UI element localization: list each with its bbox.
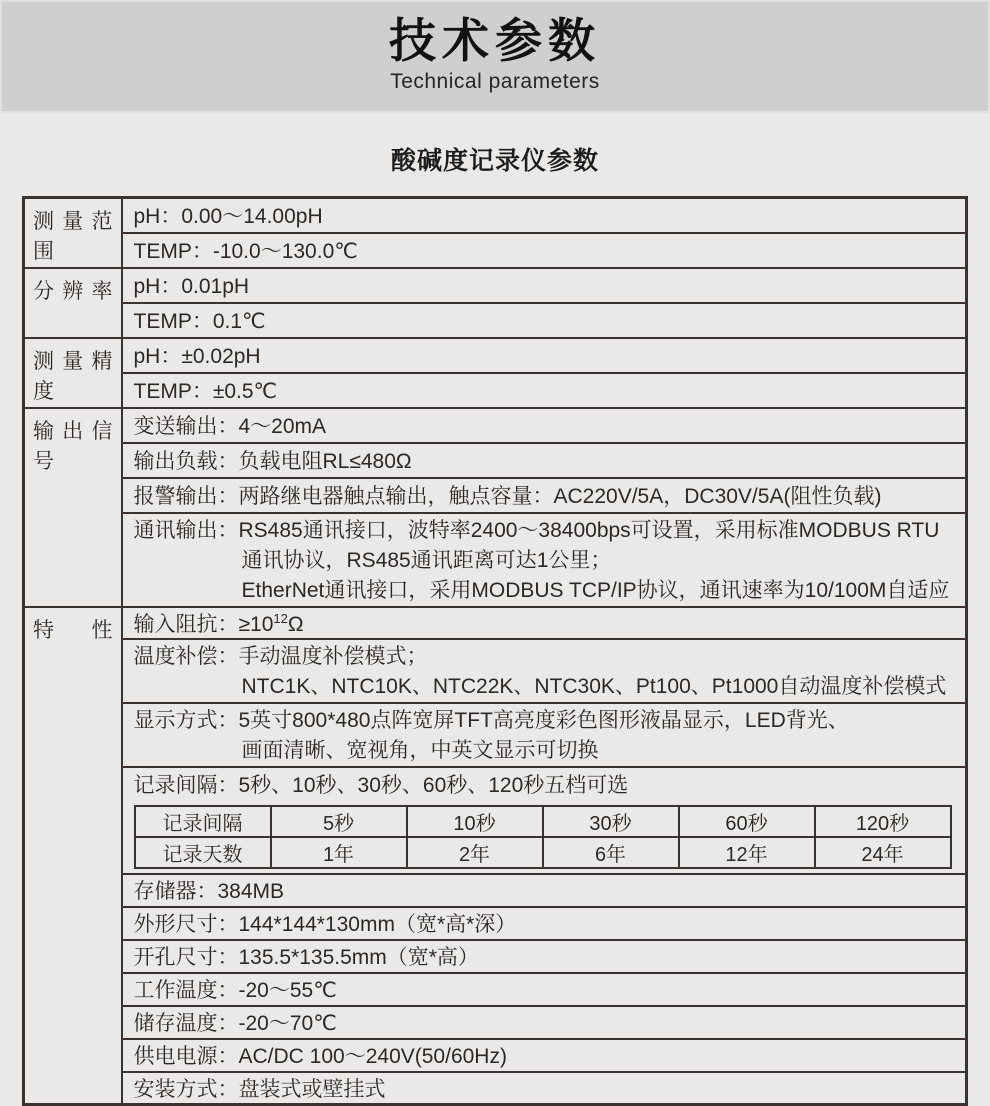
header-banner xyxy=(0,0,990,113)
value-output-alarm: 报警输出：两路继电器触点输出，触点容量：AC220V/5A，DC30V/5A(阻性负载) xyxy=(122,478,967,513)
table-row xyxy=(24,1006,967,1039)
record-table-row-days xyxy=(135,837,951,868)
record-cell: 120秒 xyxy=(815,806,951,837)
value-range-temp: TEMP：-10.0～130.0℃ xyxy=(122,233,967,268)
value-display-mode xyxy=(122,703,967,767)
value-storage: 存储器：384MB xyxy=(122,874,967,907)
value-temp-compensation xyxy=(122,639,967,703)
temp-comp-line-1: 温度补偿：手动温度补偿模式； xyxy=(133,644,428,668)
spec-table xyxy=(22,196,968,1106)
value-output-load: 输出负载：负载电阻RL≤480Ω xyxy=(122,443,967,478)
table-row xyxy=(24,907,967,940)
comm-line-1: 通讯输出：RS485通讯接口，波特率2400～38400bps可设置，采用标准MODBUS RTU xyxy=(133,518,940,542)
value-accuracy-ph: pH：±0.02pH xyxy=(122,338,967,373)
record-interval-text: 记录间隔：5秒、10秒、30秒、60秒、120秒五档可选 xyxy=(133,773,629,797)
table-row xyxy=(24,1072,967,1105)
display-line-2: 画面清晰、宽视角，中英文显示可切换 xyxy=(241,738,599,762)
page-subtitle: Technical parameters xyxy=(390,70,600,93)
record-cell: 记录天数 xyxy=(135,837,271,868)
record-table-row-interval xyxy=(135,806,951,837)
table-row xyxy=(24,233,967,268)
impedance-text: 输入阻抗：≥10 xyxy=(133,612,274,636)
category-output-signal: 输出信号 xyxy=(24,408,122,607)
record-cell: 10秒 xyxy=(407,806,543,837)
value-output-comm xyxy=(122,513,967,607)
record-cell: 记录间隔 xyxy=(135,806,271,837)
record-cell: 6年 xyxy=(543,837,679,868)
value-output-transmit: 变送输出：4～20mA xyxy=(122,408,967,443)
record-cell: 30秒 xyxy=(543,806,679,837)
record-cell: 12年 xyxy=(679,837,815,868)
category-resolution: 分 辨 率 xyxy=(24,268,122,338)
record-cell: 2年 xyxy=(407,837,543,868)
table-row xyxy=(24,443,967,478)
value-resolution-ph: pH：0.01pH xyxy=(122,268,967,303)
record-days-table xyxy=(134,805,952,869)
table-row xyxy=(24,639,967,703)
table-row xyxy=(24,478,967,513)
impedance-unit: Ω xyxy=(287,612,304,636)
value-resolution-temp: TEMP：0.1℃ xyxy=(122,303,967,338)
value-power-supply: 供电电源：AC/DC 100～240V(50/60Hz) xyxy=(122,1039,967,1072)
category-feature: 特 性 xyxy=(24,607,122,1105)
impedance-exponent: 12 xyxy=(273,610,288,626)
value-record-interval xyxy=(122,767,967,874)
table-row xyxy=(24,973,967,1006)
record-cell: 1年 xyxy=(271,837,407,868)
value-working-temp: 工作温度：-20～55℃ xyxy=(122,973,967,1006)
value-input-impedance xyxy=(122,607,967,639)
table-row xyxy=(24,408,967,443)
table-row xyxy=(24,268,967,303)
value-cutout-size: 开孔尺寸：135.5*135.5mm（宽*高） xyxy=(122,940,967,973)
section-title: 酸碱度记录仪参数 xyxy=(390,147,599,175)
table-row xyxy=(24,303,967,338)
record-cell: 24年 xyxy=(815,837,951,868)
comm-line-3: EtherNet通讯接口，采用MODBUS TCP/IP协议，通讯速率为10/100M自适应 xyxy=(241,578,950,602)
table-row xyxy=(24,703,967,767)
temp-comp-line-2: NTC1K、NTC10K、NTC22K、NTC30K、Pt100、Pt1000自动温度补偿模式 xyxy=(241,674,947,698)
value-mounting: 安装方式：盘装式或壁挂式 xyxy=(122,1072,967,1105)
record-cell: 60秒 xyxy=(679,806,815,837)
comm-line-2: 通讯协议，RS485通讯距离可达1公里； xyxy=(241,548,612,572)
table-row xyxy=(24,373,967,408)
category-accuracy: 测量精度 xyxy=(24,338,122,408)
table-row xyxy=(24,198,967,233)
table-row xyxy=(24,940,967,973)
display-line-1: 显示方式：5英寸800*480点阵宽屏TFT高亮度彩色图形液晶显示，LED背光、 xyxy=(133,708,849,732)
table-row xyxy=(24,874,967,907)
record-cell: 5秒 xyxy=(271,806,407,837)
value-dimensions: 外形尺寸：144*144*130mm（宽*高*深） xyxy=(122,907,967,940)
table-row xyxy=(24,513,967,607)
table-row xyxy=(24,1039,967,1072)
table-row xyxy=(24,338,967,373)
value-range-ph: pH：0.00～14.00pH xyxy=(122,198,967,233)
value-accuracy-temp: TEMP：±0.5℃ xyxy=(122,373,967,408)
category-measure-range: 测量范围 xyxy=(24,198,122,268)
page-title: 技术参数 xyxy=(389,14,601,67)
table-row xyxy=(24,607,967,639)
table-row xyxy=(24,767,967,874)
value-storage-temp: 储存温度：-20～70℃ xyxy=(122,1006,967,1039)
